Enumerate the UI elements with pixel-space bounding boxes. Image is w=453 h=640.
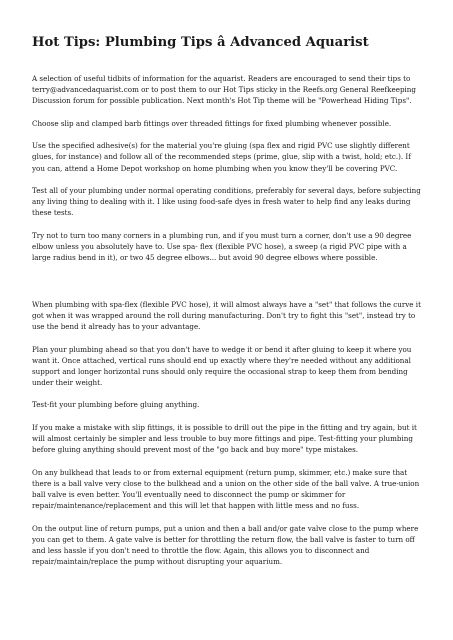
paragraph-test-fit: Test-fit your plumbing before gluing anything. [32,400,200,410]
paragraph-fittings: Choose slip and clamped barb fittings over threaded fittings for fixed plumbing whenever possible. [32,118,392,128]
paragraph-return-pump: On the output line of return pumps, put a union and then a ball and/or gate valve close to the pump where you can get to them. A gate valve is better for throttling the return flow, the ball valve is faster to turn off and less hassle if you don't need to throttle the flow. Again, this allows you to disconnect and repair/maintain/replace the pump without disrupting your aquarium. [32,523,419,566]
paragraph-corners: Try not to turn too many corners in a plumbing run, and if you must turn a corner, don't use a 90 degree elbow unless you absolutely have to. Use spa- flex (flexible PVC hose), a sweep (a rigid PVC pipe with a large radius bend in it), or two 45 degree elbows... but avoid 90 degree elbows where possible. [32,230,412,263]
paragraph-spa-flex: When plumbing with spa-flex (flexible PVC hose), it will almost always have a "set" that follows the curve it got when it was wrapped around the roll during manufacturing. Don't try to fight this "set", instead try to use the bend it already has to your advantage. [32,299,421,331]
page-title: Hot Tips: Plumbing Tips â Advanced Aquarist [32,35,369,50]
paragraph-plan-ahead: Plan your plumbing ahead so that you don't have to wedge it or bend it after gluing to keep it where you want it. Once attached, vertical runs should end up exactly where they're needed without any additional support and longer horizontal runs should only require the occasional strap to keep them from bending under their weight. [32,344,412,387]
paragraph-bulkhead: On any bulkhead that leads to or from external equipment (return pump, skimmer, etc.) make sure that there is a ball valve very close to the bulkhead and a union on the other side of the ball valve. A true-union ball valve is even better. You'll eventually need to disconnect the pump or skimmer for repair/maintenance/replacement and this will let that happen with little mess and no fuss. [32,467,420,511]
paragraph-adhesive: Use the specified adhesive(s) for the material you're gluing (spa flex and rigid PVC use slightly different glues, for instance) and follow all of the recommended steps (prime, glue, slip with a twist, hold; etc.). If you can, attend a Home Depot workshop on home plumbing when you know they'll be covering PVC. [32,141,411,173]
paragraph-testing: Test all of your plumbing under normal operating conditions, preferably for several days, before subjecting any living thing to dealing with it. I like using food-safe dyes in fresh water to help find any leaks during these tests. [32,186,421,218]
paragraph-intro: A selection of useful tidbits of information for the aquarist. Readers are encouraged to send their tips to terry@advancedaquarist.com or to post them to our Hot Tips sticky in the Reefs.org General Reefkeeping Discussion forum for possible publication. Next month's Hot Tip theme will be "Powerhead Hiding Tips". [32,74,416,106]
paragraph-mistakes: If you make a mistake with slip fittings, it is possible to drill out the pipe in the fitting and try again, but it will almost certainly be simpler and less trouble to buy more fittings and pipe. Test-fitting your plumbing before gluing anything should prevent most of the "go back and buy more" type mistakes. [32,422,417,455]
section-gap [32,275,421,299]
